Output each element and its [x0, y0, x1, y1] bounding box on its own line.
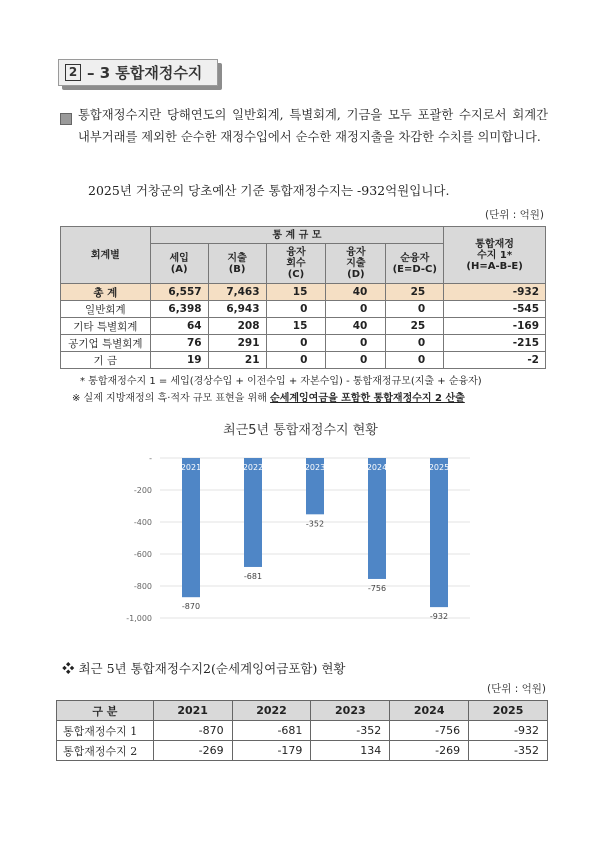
- table1-unit: (단위 : 억원): [485, 209, 544, 221]
- balance-table: [56, 700, 548, 761]
- section-title: – 3 통합재정수지: [87, 64, 203, 82]
- x-category-label: 2023: [304, 463, 326, 472]
- table2-unit: (단위 : 억원): [487, 683, 546, 695]
- table-row: 일반회계 6,398 6,943 0 0 0 -545: [61, 301, 546, 318]
- data-label: -681: [243, 571, 263, 581]
- square-bullet-icon: [60, 113, 72, 125]
- table2-heading: ❖ 최근 5년 통합재정수지2(순세계잉여금포함) 현황: [62, 661, 346, 676]
- footnote-formula: * 통합재정수지 1 = 세입(경상수입 + 이전수입 + 자본수입) - 통합재정규모(지출 + 순융자): [80, 376, 482, 387]
- y-tick-label: -1,000: [126, 614, 152, 623]
- budget-table: [60, 226, 546, 369]
- section-header: [58, 59, 218, 86]
- data-label: -352: [305, 519, 325, 529]
- header-category: 회계별: [61, 227, 151, 284]
- header-expense: 지출 (B): [208, 244, 266, 284]
- summary-sentence: 2025년 거창군의 당초예산 기준 통합재정수지는 -932억원입니다.: [88, 183, 450, 198]
- intro-paragraph: 통합재정수지란 당해연도의 일반회계, 특별회계, 기금을 모두 포괄한 수지로서 회계간 내부거래를 제외한 순수한 재정수입에서 순수한 재정지출을 차감한 수치를 의미합니다.: [78, 108, 548, 144]
- header-balance: 통합재정 수지 1* (H=A-B-E): [444, 227, 546, 284]
- footnote-remark: ※ 실제 지방재정의 흑·적자 규모 표현을 위해 순세계잉여금을 포함한 통합재정수지 2 산출: [72, 393, 465, 404]
- table-row: 통합재정수지 2 -269 -179 134 -269 -352: [57, 741, 548, 761]
- header-revenue: 세입 (A): [150, 244, 208, 284]
- chart-title: 최근5년 통합재정수지 현황: [223, 423, 378, 438]
- y-tick-label: -600: [133, 550, 152, 559]
- header-loan-expense: 융자 지출 (D): [326, 244, 386, 284]
- y-tick-label: -: [149, 454, 152, 463]
- data-label: -870: [181, 602, 201, 612]
- table-row: 총 계 6,557 7,463 15 40 25 -932: [61, 284, 546, 301]
- bar: [430, 458, 448, 607]
- x-category-label: 2024: [366, 463, 388, 472]
- data-label: -932: [429, 612, 449, 622]
- section-number: 2: [65, 64, 81, 81]
- table-row: 통합재정수지 1 -870 -681 -352 -756 -932: [57, 721, 548, 741]
- table-row: 기타 특별회계 64 208 15 40 25 -169: [61, 318, 546, 335]
- table-row: 기 금 19 21 0 0 0 -2: [61, 352, 546, 369]
- y-tick-label: -200: [133, 486, 152, 495]
- y-tick-label: -800: [133, 582, 152, 591]
- bar-chart: [120, 448, 480, 628]
- data-label: -756: [367, 583, 387, 593]
- bar: [182, 458, 200, 597]
- header-net-loan: 순융자 (E=D-C): [386, 244, 444, 284]
- y-tick-label: -400: [133, 518, 152, 527]
- x-category-label: 2021: [180, 463, 202, 472]
- table-row: 공기업 특별회계 76 291 0 0 0 -215: [61, 335, 546, 352]
- header-group: 통 계 규 모: [150, 227, 444, 244]
- x-category-label: 2025: [428, 463, 450, 472]
- table-header-row: 구 분 2021 2022 2023 2024 2025: [57, 701, 548, 721]
- header-loan-recovery: 융자 회수 (C): [266, 244, 326, 284]
- x-category-label: 2022: [242, 463, 264, 472]
- bar: [368, 458, 386, 579]
- bar: [244, 458, 262, 567]
